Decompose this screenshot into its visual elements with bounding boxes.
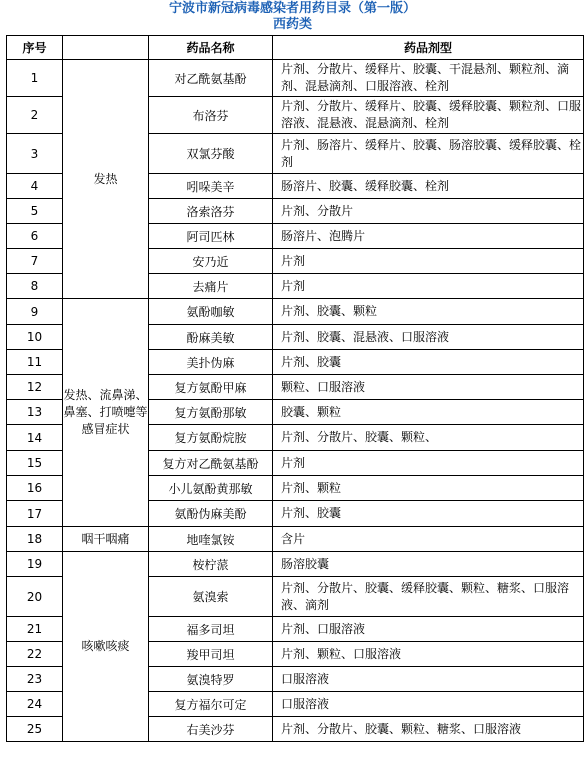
row-number: 16: [7, 476, 63, 501]
dosage-form: 肠溶胶囊: [273, 552, 584, 577]
drug-name: 小儿氨酚黄那敏: [149, 476, 273, 501]
drug-name: 复方对乙酰氨基酚: [149, 451, 273, 476]
drug-name: 氨酚咖敏: [149, 299, 273, 325]
drug-name: 福多司坦: [149, 617, 273, 642]
drug-name: 氨酚伪麻美酚: [149, 501, 273, 527]
row-number: 19: [7, 552, 63, 577]
drug-name: 去痛片: [149, 274, 273, 299]
row-number: 24: [7, 692, 63, 717]
row-number: 25: [7, 717, 63, 742]
header-row: [7, 36, 584, 60]
row-number: 23: [7, 667, 63, 692]
drug-name: 氨溴索: [149, 577, 273, 617]
header-dosage-form: 药品剂型: [273, 36, 584, 60]
drug-name: 复方氨酚甲麻: [149, 375, 273, 400]
dosage-form: 片剂、分散片、缓释片、胶囊、干混悬剂、颗粒剂、滴剂、混悬滴剂、口服溶液、栓剂: [273, 60, 584, 97]
dosage-form: 片剂、胶囊、颗粒: [273, 299, 584, 325]
dosage-form: 片剂、肠溶片、缓释片、胶囊、肠溶胶囊、缓释胶囊、栓剂: [273, 134, 584, 174]
dosage-form: 片剂、胶囊: [273, 501, 584, 527]
row-number: 3: [7, 134, 63, 174]
drug-name: 布洛芬: [149, 97, 273, 134]
drug-name: 复方福尔可定: [149, 692, 273, 717]
row-number: 18: [7, 527, 63, 552]
drug-name: 阿司匹林: [149, 224, 273, 249]
symptom-group: 发热: [63, 60, 149, 299]
drug-name: 酚麻美敏: [149, 325, 273, 350]
row-number: 1: [7, 60, 63, 97]
row-number: 15: [7, 451, 63, 476]
header-number: 序号: [7, 36, 63, 60]
drug-name: 复方氨酚烷胺: [149, 425, 273, 451]
dosage-form: 片剂: [273, 274, 584, 299]
symptom-group: 咳嗽咳痰: [63, 552, 149, 742]
dosage-form: 颗粒、口服溶液: [273, 375, 584, 400]
page-title: 宁波市新冠病毒感染者用药目录（第一版）: [168, 1, 416, 16]
row-number: 9: [7, 299, 63, 325]
drug-name: 安乃近: [149, 249, 273, 274]
row-number: 20: [7, 577, 63, 617]
table-row: [7, 527, 584, 552]
dosage-form: 口服溶液: [273, 692, 584, 717]
table-row: [7, 60, 584, 97]
row-number: 22: [7, 642, 63, 667]
dosage-form: 片剂、颗粒、口服溶液: [273, 642, 584, 667]
row-number: 5: [7, 199, 63, 224]
drug-name: 洛索洛芬: [149, 199, 273, 224]
dosage-form: 片剂、分散片、缓释片、胶囊、缓释胶囊、颗粒剂、口服溶液、混悬液、混悬滴剂、栓剂: [273, 97, 584, 134]
row-number: 13: [7, 400, 63, 425]
drug-name: 吲哚美辛: [149, 174, 273, 199]
dosage-form: 肠溶片、胶囊、缓释胶囊、栓剂: [273, 174, 584, 199]
table-row: [7, 299, 584, 325]
header-drug-name: 药品名称: [149, 36, 273, 60]
dosage-form: 片剂、分散片、胶囊、颗粒、糖浆、口服溶液: [273, 717, 584, 742]
drug-name: 对乙酰氨基酚: [149, 60, 273, 97]
row-number: 7: [7, 249, 63, 274]
symptom-group: 发热、流鼻涕、鼻塞、打喷嚏等感冒症状: [63, 299, 149, 527]
row-number: 12: [7, 375, 63, 400]
drug-table: [6, 35, 584, 742]
row-number: 4: [7, 174, 63, 199]
header-symptom: [63, 36, 149, 60]
dosage-form: 口服溶液: [273, 667, 584, 692]
drug-name: 美扑伪麻: [149, 350, 273, 375]
row-number: 14: [7, 425, 63, 451]
row-number: 17: [7, 501, 63, 527]
dosage-form: 胶囊、颗粒: [273, 400, 584, 425]
dosage-form: 片剂、分散片、胶囊、缓释胶囊、颗粒、糖浆、口服溶液、滴剂: [273, 577, 584, 617]
row-number: 2: [7, 97, 63, 134]
table-row: [7, 552, 584, 577]
drug-name: 桉柠蒎: [149, 552, 273, 577]
dosage-form: 片剂、颗粒: [273, 476, 584, 501]
row-number: 8: [7, 274, 63, 299]
drug-name: 复方氨酚那敏: [149, 400, 273, 425]
dosage-form: 片剂、口服溶液: [273, 617, 584, 642]
dosage-form: 片剂、胶囊: [273, 350, 584, 375]
row-number: 11: [7, 350, 63, 375]
dosage-form: 片剂、分散片: [273, 199, 584, 224]
drug-name: 氨溴特罗: [149, 667, 273, 692]
drug-name: 右美沙芬: [149, 717, 273, 742]
drug-name: 羧甲司坦: [149, 642, 273, 667]
row-number: 6: [7, 224, 63, 249]
symptom-group: 咽干咽痛: [63, 527, 149, 552]
dosage-form: 含片: [273, 527, 584, 552]
dosage-form: 片剂、胶囊、混悬液、口服溶液: [273, 325, 584, 350]
row-number: 10: [7, 325, 63, 350]
drug-name: 双氯芬酸: [149, 134, 273, 174]
page-subtitle: 西药类: [272, 17, 312, 32]
dosage-form: 片剂: [273, 451, 584, 476]
dosage-form: 片剂、分散片、胶囊、颗粒、: [273, 425, 584, 451]
row-number: 21: [7, 617, 63, 642]
dosage-form: 片剂: [273, 249, 584, 274]
dosage-form: 肠溶片、泡腾片: [273, 224, 584, 249]
drug-name: 地喹氯铵: [149, 527, 273, 552]
